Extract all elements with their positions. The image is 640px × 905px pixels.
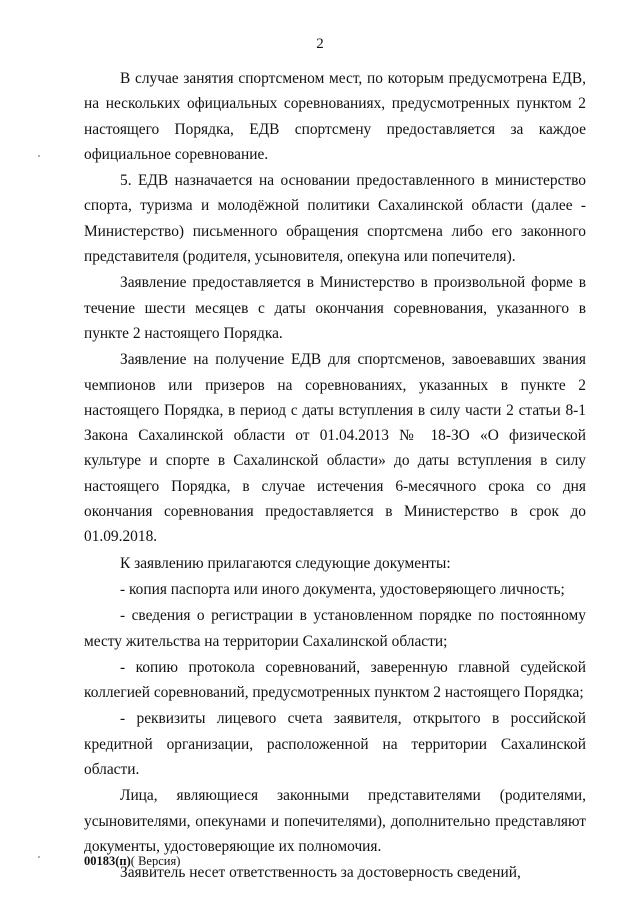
paragraph-item-5: 5. ЕДВ назначается на основании предоставленного в министерство спорта, туризма и молодёжной политики Сахалинской области (далее - Министерство) письменного обращения спортсмена либо его законного представителя (родителя, усыновителя, опекуна или попечителя). — [84, 172, 586, 266]
page-number: 2 — [316, 36, 324, 52]
paragraph-responsibility: Заявитель несет ответственность за достоверность сведений, — [120, 864, 521, 882]
scan-speck — [38, 155, 40, 157]
list-item-bank-details: - реквизиты лицевого счета заявителя, открытого в российской кредитной организации, расположенной на территории Сахалинской области. — [84, 710, 586, 779]
paragraph-multiple-competitions: В случае занятия спортсменом мест, по которым предусмотрена ЕДВ, на нескольких официальных соревнованиях, предусмотренных пунктом 2 настоящего Порядка, ЕДВ спортсмену предоставляется за каждое официальное соревнование. — [84, 70, 586, 163]
list-item-registration: - сведения о регистрации в установленном порядке по постоянному месту жительства на территории Сахалинской области; — [84, 607, 586, 650]
document-code: 00183(п) — [84, 854, 131, 868]
paragraph-transitional-application: Заявление на получение ЕДВ для спортсменов, завоевавших звания чемпионов или призеров на соревнованиях, указанных в пункте 2 настоящего Порядка, в период с даты вступления в силу части 2 статьи 8-1 Закона Сахалинской области от 01.04.2013 № 18-ЗО «О физической культуре и спорте в Сахалинской области» до даты вступления в силу настоящего Порядка, в случае истечения 6-месячного срока со дня окончания соревнования предоставляется в Министерство в срок до 01.09.2018. — [84, 351, 586, 546]
list-item-passport: - копия паспорта или иного документа, удостоверяющего личность; — [120, 580, 565, 598]
scan-speck — [38, 856, 40, 858]
document-version: ( Версия) — [130, 854, 181, 868]
list-item-protocol: - копию протокола соревнований, заверенную главной судейской коллегией соревнований, предусмотренных пунктом 2 настоящего Порядка; — [84, 658, 586, 702]
footer-document-code — [84, 854, 180, 869]
paragraph-representatives: Лица, являющиеся законными представителями (родителями, усыновителями, опекунами и попечителями), дополнительно представляют документы, удостоверяющие их полномочия. — [84, 787, 586, 855]
paragraph-application-deadline: Заявление предоставляется в Министерство в произвольной форме в течение шести месяцев с даты окончания соревнования, указанного в пункте 2 настоящего Порядка. — [84, 274, 586, 342]
document-body — [84, 66, 586, 886]
paragraph-documents-intro: К заявлению прилагаются следующие документы: — [120, 554, 451, 572]
